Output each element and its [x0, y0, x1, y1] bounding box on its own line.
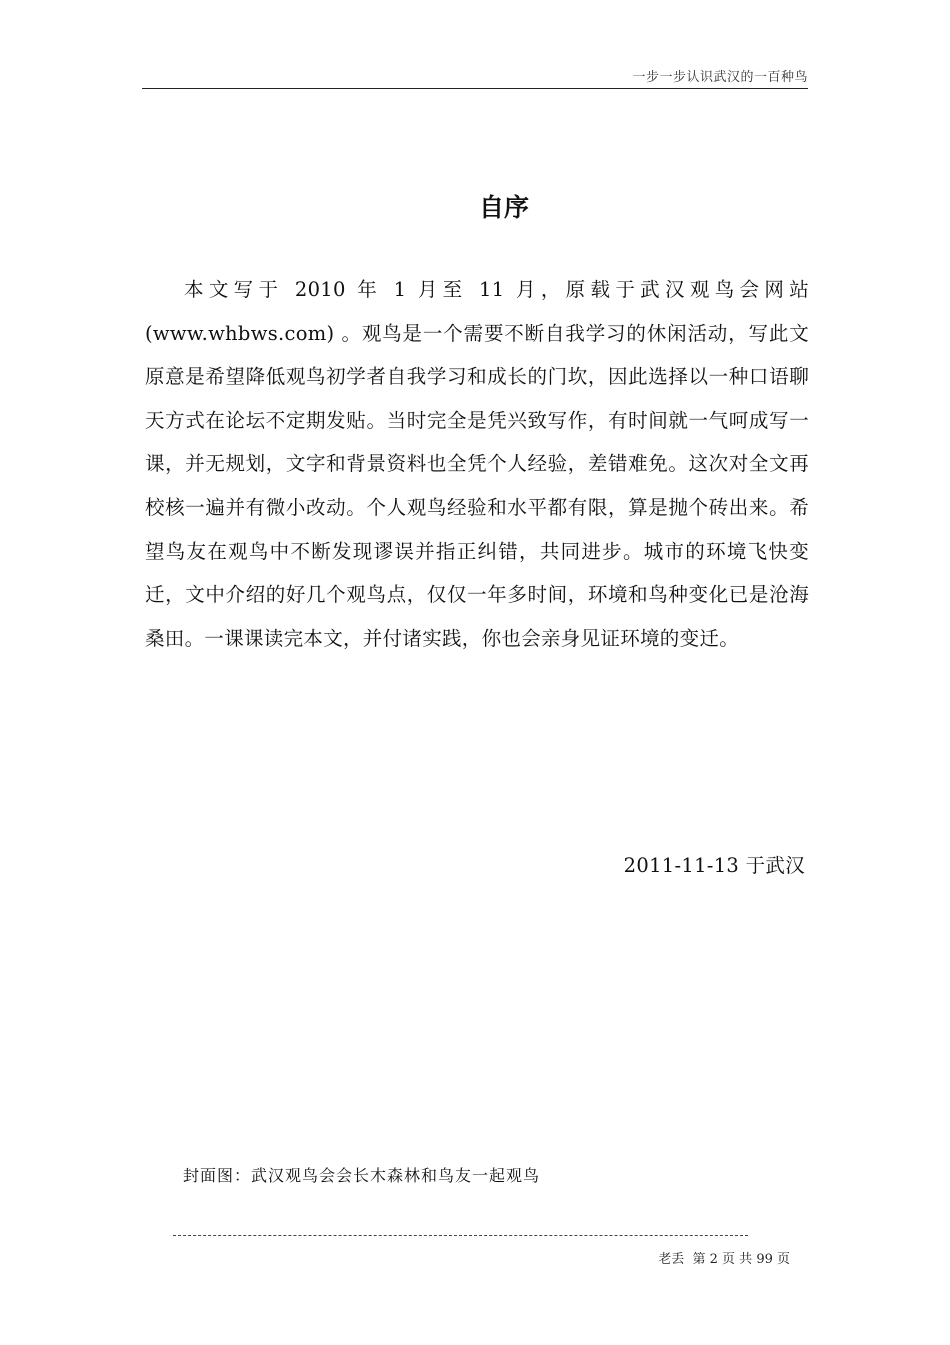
- page-number: 老丢 第 2 页 共 99 页: [658, 1252, 790, 1267]
- footer-divider: [173, 1235, 748, 1236]
- preface-paragraph: 本文写于 2010 年 1 月至 11 月，原载于武汉观鸟会网站(www.whbws.com) 。观鸟是一个需要不断自我学习的休闲活动，写此文原意是希望降低观鸟初学者自我学习和成长的门坎，因此选择以一种口语聊天方式在论坛不定期发贴。当时完全是凭兴致写作，有时间就一气呵成写一课，并无规划，文字和背景资料也全凭个人经验，差错难免。这次对全文再校核一遍并有微小改动。个人观鸟经验和水平都有限，算是抛个砖出来。希望鸟友在观鸟中不断发现谬误并指正纠错，共同进步。城市的环境飞快变迁，文中介绍的好几个观鸟点，仅仅一年多时间，环境和鸟种变化已是沧海桑田。一课课读完本文，并付诸实践，你也会亲身见证环境的变迁。: [145, 278, 809, 650]
- header-divider: [142, 88, 808, 89]
- page-title: 自序: [478, 193, 529, 222]
- running-header: 一步一步认识武汉的一百种鸟: [632, 70, 808, 85]
- signature-date: 2011-11-13 于武汉: [623, 854, 805, 877]
- cover-caption: 封面图：武汉观鸟会会长木森林和鸟友一起观鸟: [183, 1166, 541, 1185]
